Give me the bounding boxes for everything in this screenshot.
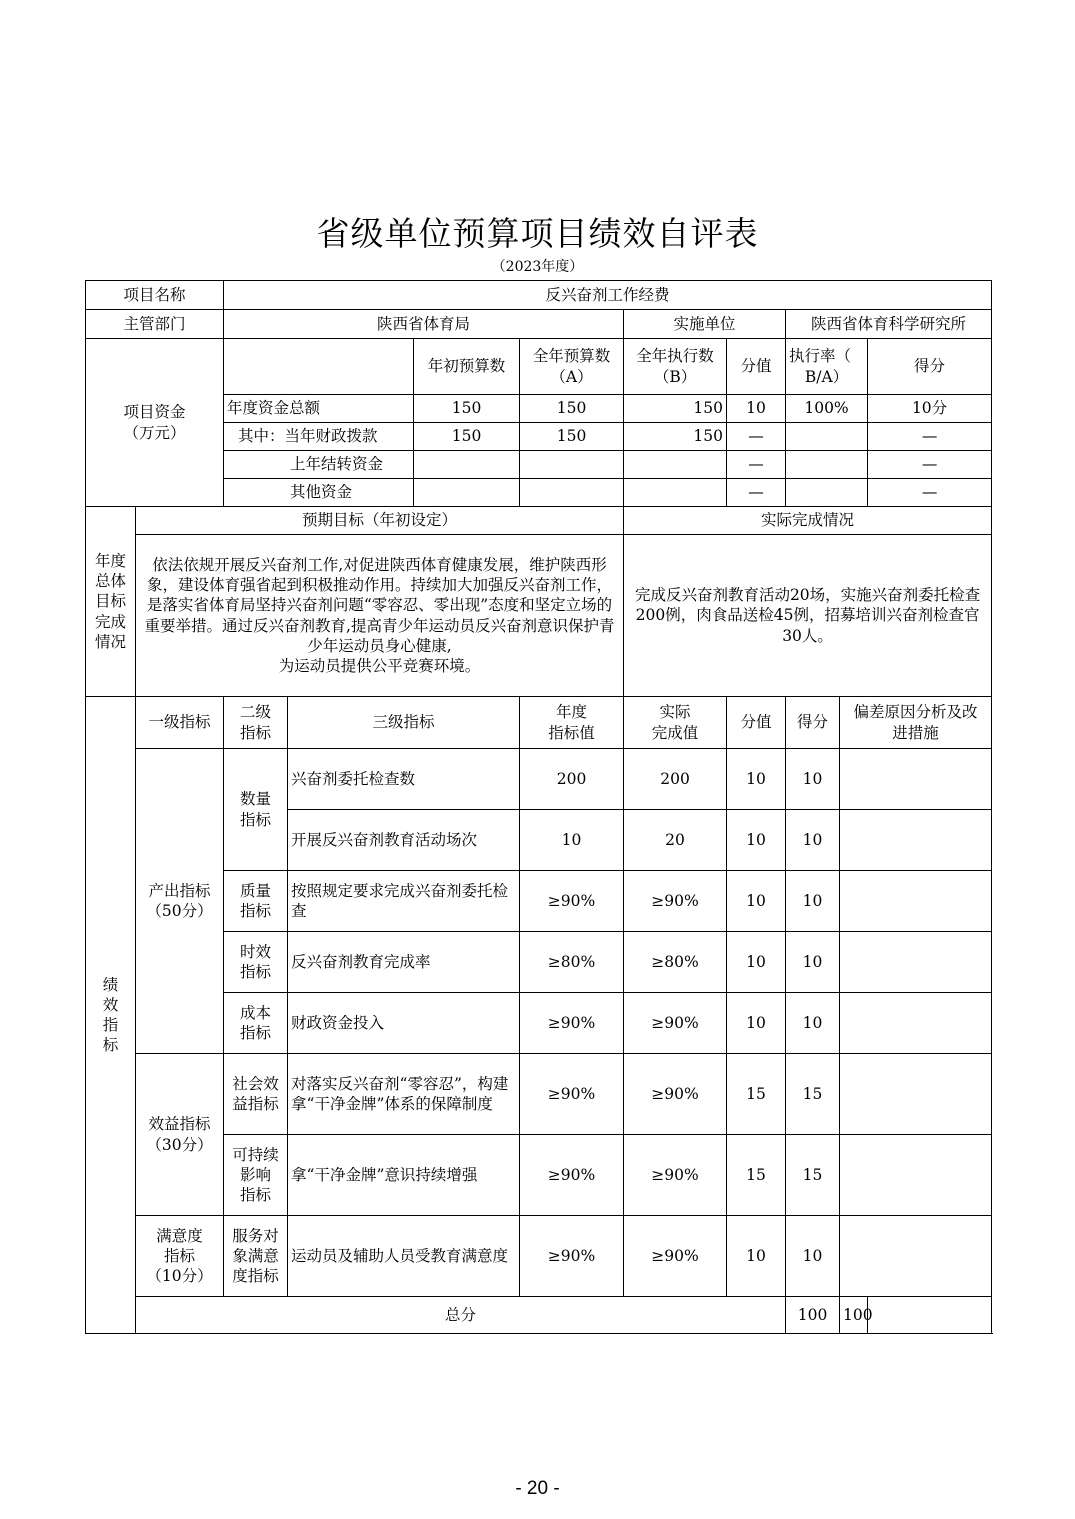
target-value: ≥90% [520, 1054, 624, 1135]
header-exec-l1: 全年执行数 [636, 347, 714, 366]
page-title: 省级单位预算项目绩效自评表 [316, 214, 759, 253]
cost-indicator-label [224, 993, 288, 1054]
funds-exec [624, 451, 727, 479]
header-initial-budget: 年初预算数 [414, 339, 520, 395]
level3-name: 运动员及辅助人员受教育满意度 [288, 1216, 520, 1297]
level3-name: 反兴奋剂教育完成率 [288, 932, 520, 993]
funds-header-blank [224, 339, 414, 395]
cost-label-line: 指标 [240, 1024, 272, 1042]
goals-header-row [86, 507, 992, 535]
score: 10 [786, 871, 840, 932]
project-name-label: 项目名称 [86, 281, 224, 310]
funds-annual [520, 479, 624, 507]
funds-row-label: 其中：当年财政拨款 [224, 423, 414, 451]
funds-initial: 150 [414, 423, 520, 451]
impl-value: 陕西省体育科学研究所 [786, 310, 992, 339]
indicators-label-line: 指 [102, 1016, 119, 1034]
score-value: 10 [727, 932, 786, 993]
header-analysis-l1: 偏差原因分析及改 [853, 703, 978, 722]
total-row [86, 1297, 992, 1334]
social-label-line: 益指标 [232, 1095, 279, 1113]
header-score: 得分 [786, 697, 840, 749]
header-rate-l1: 执行率（ [789, 347, 852, 366]
sustain-label-line: 指标 [240, 1186, 272, 1205]
score: 10 [786, 1216, 840, 1297]
funds-row-label: 年度资金总额 [224, 395, 414, 423]
funds-rate [786, 423, 868, 451]
sustainability-indicator-label [224, 1135, 288, 1216]
impl-label: 实施单位 [624, 310, 786, 339]
header-target-l1: 年度 [556, 703, 588, 722]
output-label-l1: 产出指标 [148, 881, 211, 900]
target-value: ≥80% [520, 932, 624, 993]
goals-content-row [86, 535, 992, 697]
header-target-l2: 指标值 [548, 723, 595, 742]
total-label: 总分 [136, 1297, 786, 1334]
header-execution [624, 339, 727, 395]
page-number: - 20 - [515, 1478, 560, 1499]
timeliness-label-line: 时效 [240, 942, 272, 961]
header-annual-l1: 全年预算数 [532, 347, 611, 366]
benefit-label-l2: （30分） [146, 1135, 213, 1154]
funds-exec: 150 [624, 395, 727, 423]
header-execution-rate [786, 339, 868, 395]
benefit-indicator-label [136, 1054, 224, 1216]
header-analysis [840, 697, 992, 749]
quality-label-line: 指标 [240, 902, 272, 920]
indicator-row [86, 1054, 992, 1135]
header-annual-budget [520, 339, 624, 395]
score-value: 15 [727, 1135, 786, 1216]
service-indicator-label [224, 1216, 288, 1297]
total-score: 100 [840, 1297, 868, 1334]
social-indicator-label [224, 1054, 288, 1135]
header-level2-l1: 二级 [240, 703, 272, 722]
funds-score: — [868, 451, 992, 479]
funds-annual: 150 [520, 395, 624, 423]
level3-name: 拿“干净金牌”意识持续增强 [288, 1135, 520, 1216]
score: 10 [786, 993, 840, 1054]
actual-completion-header: 实际完成情况 [624, 507, 992, 535]
actual-value: ≥90% [624, 993, 727, 1054]
header-actual-l2: 完成值 [651, 723, 699, 742]
header-score: 得分 [868, 339, 992, 395]
header-rate-l2: B/A） [804, 367, 849, 386]
funds-label-line2: （万元） [123, 423, 186, 442]
funds-value: — [727, 423, 786, 451]
quantity-label-line: 数量 [240, 790, 272, 809]
level3-name: 开展反兴奋剂教育活动场次 [288, 810, 520, 871]
header-score-value: 分值 [727, 339, 786, 395]
page-subtitle: （2023年度） [491, 259, 584, 275]
header-level2-l2: 指标 [240, 723, 272, 742]
output-label-l2: （50分） [146, 902, 213, 920]
goals-label-line: 情况 [94, 632, 126, 651]
quality-label-line: 质量 [240, 881, 272, 900]
deviation-analysis [840, 1135, 992, 1216]
timeliness-indicator-label [224, 932, 288, 993]
goals-label-line: 总体 [94, 572, 126, 591]
funds-annual [520, 451, 624, 479]
header-level3: 三级指标 [288, 697, 520, 749]
score: 10 [786, 749, 840, 810]
actual-value: ≥90% [624, 1216, 727, 1297]
header-value: 分值 [727, 697, 786, 749]
funds-row-label: 上年结转资金 [224, 451, 414, 479]
dept-value: 陕西省体育局 [224, 310, 624, 339]
target-value: ≥90% [520, 993, 624, 1054]
header-annual-l2: （A） [550, 367, 593, 386]
score-value: 10 [727, 871, 786, 932]
cost-label-line: 成本 [240, 1003, 272, 1022]
funds-label [86, 339, 224, 507]
score-value: 15 [727, 1054, 786, 1135]
header-actual-l1: 实际 [659, 703, 691, 722]
deviation-analysis [840, 1216, 992, 1297]
expected-goal-last-line: 为运动员提供公平竞赛环境。 [278, 656, 481, 675]
target-value: ≥90% [520, 1216, 624, 1297]
deviation-analysis [840, 1054, 992, 1135]
satisfaction-label-line: 满意度 [156, 1226, 203, 1245]
score: 15 [786, 1135, 840, 1216]
level3-name: 兴奋剂委托检查数 [288, 749, 520, 810]
expected-goal-header: 预期目标（年初设定） [136, 507, 624, 535]
satisfaction-label-line: （10分） [146, 1267, 213, 1286]
total-value: 100 [786, 1297, 840, 1334]
project-name-value: 反兴奋剂工作经费 [224, 281, 992, 310]
funds-rate [786, 451, 868, 479]
expected-goal-body: 依法依规开展反兴奋剂工作,对促进陕西体育健康发展，维护陕西形象，建设体育强省起到积极推动作用。持续加大加强反兴奋剂工作，是落实省体育局坚持兴奋剂问题“零容忍、零出现”态度和坚定立场的重要举措。通过反兴奋剂教育,提高青少年运动员反兴奋剂意识保护青少年运动员身心健康, [144, 556, 615, 655]
quantity-label-line: 指标 [240, 810, 272, 829]
funds-score: — [868, 423, 992, 451]
deviation-analysis [840, 993, 992, 1054]
funds-value: — [727, 451, 786, 479]
satisfaction-label-line: 指标 [164, 1246, 196, 1265]
funds-value: 10 [727, 395, 786, 423]
social-label-line: 社会效 [232, 1074, 279, 1093]
indicators-label-line: 标 [102, 1036, 119, 1055]
indicators-label [86, 697, 136, 1334]
actual-completion-text: 完成反兴奋剂教育活动20场，实施兴奋剂委托检查200例，肉食品送检45例，招募培训兴奋剂检查官30人。 [624, 535, 992, 697]
score: 10 [786, 810, 840, 871]
funds-label-line1: 项目资金 [123, 403, 186, 422]
goals-label-line: 完成 [94, 612, 126, 631]
goals-label-line: 年度 [94, 552, 126, 571]
output-indicator-label [136, 749, 224, 1054]
header-exec-l2: （B） [653, 367, 697, 386]
indicators-label-line: 效 [102, 995, 119, 1014]
target-value: ≥90% [520, 871, 624, 932]
indicators-label-line: 绩 [102, 975, 119, 994]
sustain-label-line: 影响 [240, 1165, 272, 1184]
level3-name: 财政资金投入 [288, 993, 520, 1054]
score-value: 10 [727, 993, 786, 1054]
score: 15 [786, 1054, 840, 1135]
target-value: 10 [520, 810, 624, 871]
service-label-line: 服务对 [232, 1226, 279, 1245]
benefit-label-l1: 效益指标 [148, 1115, 211, 1134]
level3-name: 对落实反兴奋剂“零容忍”，构建拿“干净金牌”体系的保障制度 [288, 1054, 520, 1135]
department-row [86, 310, 992, 339]
evaluation-table [85, 280, 992, 1334]
actual-value: ≥90% [624, 1135, 727, 1216]
funds-row-label: 其他资金 [224, 479, 414, 507]
score: 10 [786, 932, 840, 993]
actual-value: ≥90% [624, 871, 727, 932]
funds-initial [414, 479, 520, 507]
sustain-label-line: 可持续 [232, 1145, 279, 1164]
dept-label: 主管部门 [86, 310, 224, 339]
timeliness-label-line: 指标 [240, 963, 272, 981]
funds-initial: 150 [414, 395, 520, 423]
header-analysis-l2: 进措施 [892, 723, 939, 742]
header-actual [624, 697, 727, 749]
total-analysis [868, 1297, 992, 1334]
deviation-analysis [840, 932, 992, 993]
project-name-row [86, 281, 992, 310]
header-level2 [224, 697, 288, 749]
goals-label [86, 507, 136, 697]
level3-name: 按照规定要求完成兴奋剂委托检查 [288, 871, 520, 932]
service-label-line: 象满意 [232, 1246, 279, 1265]
score-value: 10 [727, 810, 786, 871]
actual-value: 200 [624, 749, 727, 810]
indicator-row [86, 749, 992, 810]
header-level1: 一级指标 [136, 697, 224, 749]
deviation-analysis [840, 871, 992, 932]
funds-exec: 150 [624, 423, 727, 451]
actual-value: ≥80% [624, 932, 727, 993]
indicator-row [86, 1216, 992, 1297]
funds-score: — [868, 479, 992, 507]
score-value: 10 [727, 749, 786, 810]
funds-annual: 150 [520, 423, 624, 451]
deviation-analysis [840, 810, 992, 871]
expected-goal-text [136, 535, 624, 697]
service-label-line: 度指标 [232, 1267, 279, 1286]
deviation-analysis [840, 749, 992, 810]
target-value: ≥90% [520, 1135, 624, 1216]
actual-value: ≥90% [624, 1054, 727, 1135]
header-target [520, 697, 624, 749]
actual-value: 20 [624, 810, 727, 871]
funds-rate [786, 479, 868, 507]
funds-value: — [727, 479, 786, 507]
funds-rate: 100% [786, 395, 868, 423]
indicator-header-row [86, 697, 992, 749]
quantity-indicator-label [224, 749, 288, 871]
funds-initial [414, 451, 520, 479]
funds-header-row [86, 339, 992, 395]
score-value: 10 [727, 1216, 786, 1297]
quality-indicator-label [224, 871, 288, 932]
funds-exec [624, 479, 727, 507]
satisfaction-indicator-label [136, 1216, 224, 1297]
target-value: 200 [520, 749, 624, 810]
funds-score: 10分 [868, 395, 992, 423]
goals-label-line: 目标 [94, 592, 126, 611]
